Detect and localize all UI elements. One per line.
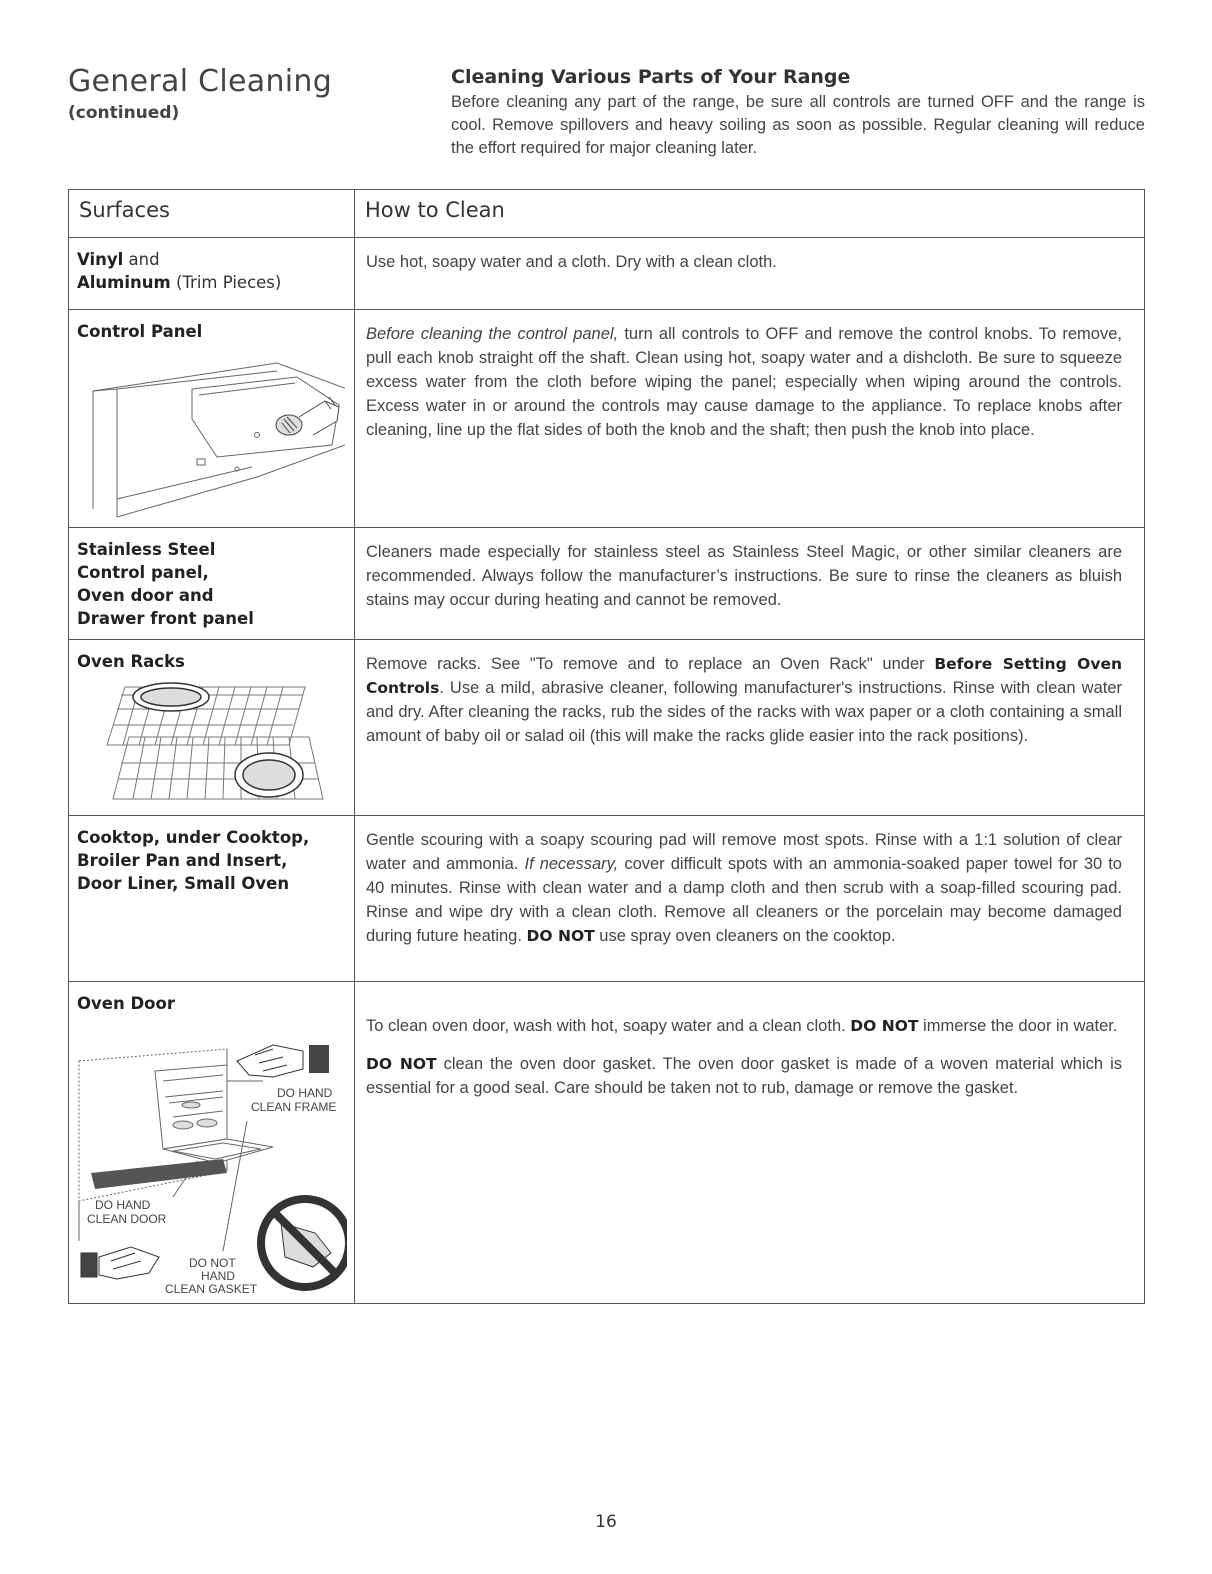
description-cell bbox=[355, 238, 1145, 310]
surface-label: Oven Door bbox=[77, 994, 175, 1013]
surface-cell bbox=[69, 238, 355, 310]
surface-label: Drawer front panel bbox=[77, 609, 254, 628]
table-row bbox=[69, 528, 1145, 640]
surface-label: Oven door and bbox=[77, 586, 214, 605]
surface-label: Aluminum bbox=[77, 273, 171, 292]
illus-label: CLEAN FRAME bbox=[251, 1100, 337, 1114]
description-bold: DO NOT bbox=[526, 927, 595, 945]
description-bold: DO NOT bbox=[850, 1017, 919, 1035]
description-text: cover difficult spots with an ammonia-soaked paper towel for 30 to 40 minutes. Rinse with clean water and a damp cloth and then scrub with a soap-filled scouring pad. Rinse and wipe dry with a clean cloth. Remove all cleaners or the porcelain may become damaged during future heating. bbox=[366, 855, 1122, 945]
intro-text: Before cleaning any part of the range, be sure all controls are turned OFF and the range is cool. Remove spillovers and heavy soiling as soon as possible. Regular cleaning will reduce the effort required for major cleaning later. bbox=[451, 93, 1145, 157]
surface-cell bbox=[69, 640, 355, 816]
description-text: immerse the door in water. bbox=[918, 1017, 1118, 1035]
table-row bbox=[69, 310, 1145, 528]
illus-label: DO NOT bbox=[189, 1256, 236, 1270]
surface-cell bbox=[69, 816, 355, 982]
oven-door-illustration bbox=[77, 1021, 347, 1303]
description-text: Gentle scouring with a soapy scouring pad will remove most spots. Rinse with a 1:1 solution of clear water and ammonia. bbox=[366, 831, 1122, 873]
table-row bbox=[69, 982, 1145, 1304]
control-panel-illustration bbox=[77, 349, 345, 519]
description-cell bbox=[355, 310, 1145, 528]
description-text: To clean oven door, wash with hot, soapy water and a clean cloth. bbox=[366, 1017, 851, 1035]
surface-cell bbox=[69, 310, 355, 528]
description-text: . Use a mild, abrasive cleaner, following manufacturer's instructions. Rinse with clean water and dry. After cleaning the racks, rub the sides of the racks with wax paper or a cloth containing a small amount of baby oil or salad oil (this will make the racks glide easier into the rack positions). bbox=[366, 679, 1122, 745]
surface-label: Oven Racks bbox=[77, 652, 185, 671]
description-text: Use hot, soapy water and a cloth. Dry with a clean cloth. bbox=[366, 253, 777, 271]
illus-label: HAND bbox=[201, 1269, 236, 1283]
surface-cell bbox=[69, 528, 355, 640]
illus-label: CLEAN DOOR bbox=[87, 1212, 167, 1226]
surface-label: and bbox=[123, 250, 160, 269]
description-cell bbox=[355, 528, 1145, 640]
surface-label: Door Liner, Small Oven bbox=[77, 874, 290, 893]
description-cell bbox=[355, 816, 1145, 982]
illus-label: CLEAN GASKET bbox=[165, 1282, 258, 1296]
description-text: Remove racks. See "To remove and to replace an Oven Rack" under bbox=[366, 655, 935, 673]
illus-label: DO HAND bbox=[95, 1198, 151, 1212]
page-title: General Cleaning bbox=[68, 64, 333, 99]
description-emphasis: Before cleaning the control panel, bbox=[366, 325, 619, 343]
surface-label: Control Panel bbox=[77, 322, 203, 341]
table-row bbox=[69, 816, 1145, 982]
description-cell bbox=[355, 640, 1145, 816]
surface-cell bbox=[69, 982, 355, 1304]
surface-label: Vinyl bbox=[77, 250, 124, 269]
oven-racks-illustration bbox=[77, 679, 345, 807]
surface-label: Control panel, bbox=[77, 563, 209, 582]
description-emphasis: If necessary, bbox=[524, 855, 619, 873]
surface-label: Stainless Steel bbox=[77, 540, 216, 559]
cleaning-table bbox=[68, 189, 1145, 1304]
table-header-row bbox=[69, 190, 1145, 238]
description-bold: Before Setting Oven Controls bbox=[366, 655, 1123, 697]
header-how-to-clean: How to Clean bbox=[355, 190, 1145, 238]
page-number: 16 bbox=[595, 1512, 617, 1532]
header-surfaces: Surfaces bbox=[69, 190, 355, 238]
description-text: clean the oven door gasket. The oven door gasket is made of a woven material which is essential for a good seal. Care should be taken not to rub, damage or remove the gasket. bbox=[366, 1055, 1122, 1097]
description-text: turn all controls to OFF and remove the control knobs. To remove, pull each knob straight off the shaft. Clean using hot, soapy water and a dishcloth. Be sure to squeeze excess water from the cloth before wiping the panel; especially when wiping around the controls. Excess water in or around the controls may cause damage to the appliance. To replace knobs after cleaning, line up the flat sides of both the knob and the shaft; then push the knob into place. bbox=[366, 325, 1122, 439]
description-paragraph bbox=[366, 1052, 1122, 1100]
description-bold: DO NOT bbox=[366, 1055, 437, 1073]
description-paragraph bbox=[366, 1014, 1122, 1038]
table-row bbox=[69, 238, 1145, 310]
description-text: use spray oven cleaners on the cooktop. bbox=[594, 927, 896, 945]
intro-heading: Cleaning Various Parts of Your Range bbox=[451, 66, 851, 88]
surface-label: Broiler Pan and Insert, bbox=[77, 851, 288, 870]
description-cell bbox=[355, 982, 1145, 1304]
surface-label: Cooktop, under Cooktop, bbox=[77, 828, 310, 847]
surface-label: (Trim Pieces) bbox=[170, 273, 282, 292]
description-text: Cleaners made especially for stainless steel as Stainless Steel Magic, or other similar cleaners are recommended. Always follow the manufacturer’s instructions. Be sure to rinse the cleaners as bluish stains may occur during heating and cannot be removed. bbox=[366, 543, 1122, 609]
intro-section bbox=[451, 66, 1145, 160]
table-row bbox=[69, 640, 1145, 816]
page-subtitle: (continued) bbox=[68, 103, 180, 123]
illus-label: DO HAND bbox=[277, 1086, 333, 1100]
